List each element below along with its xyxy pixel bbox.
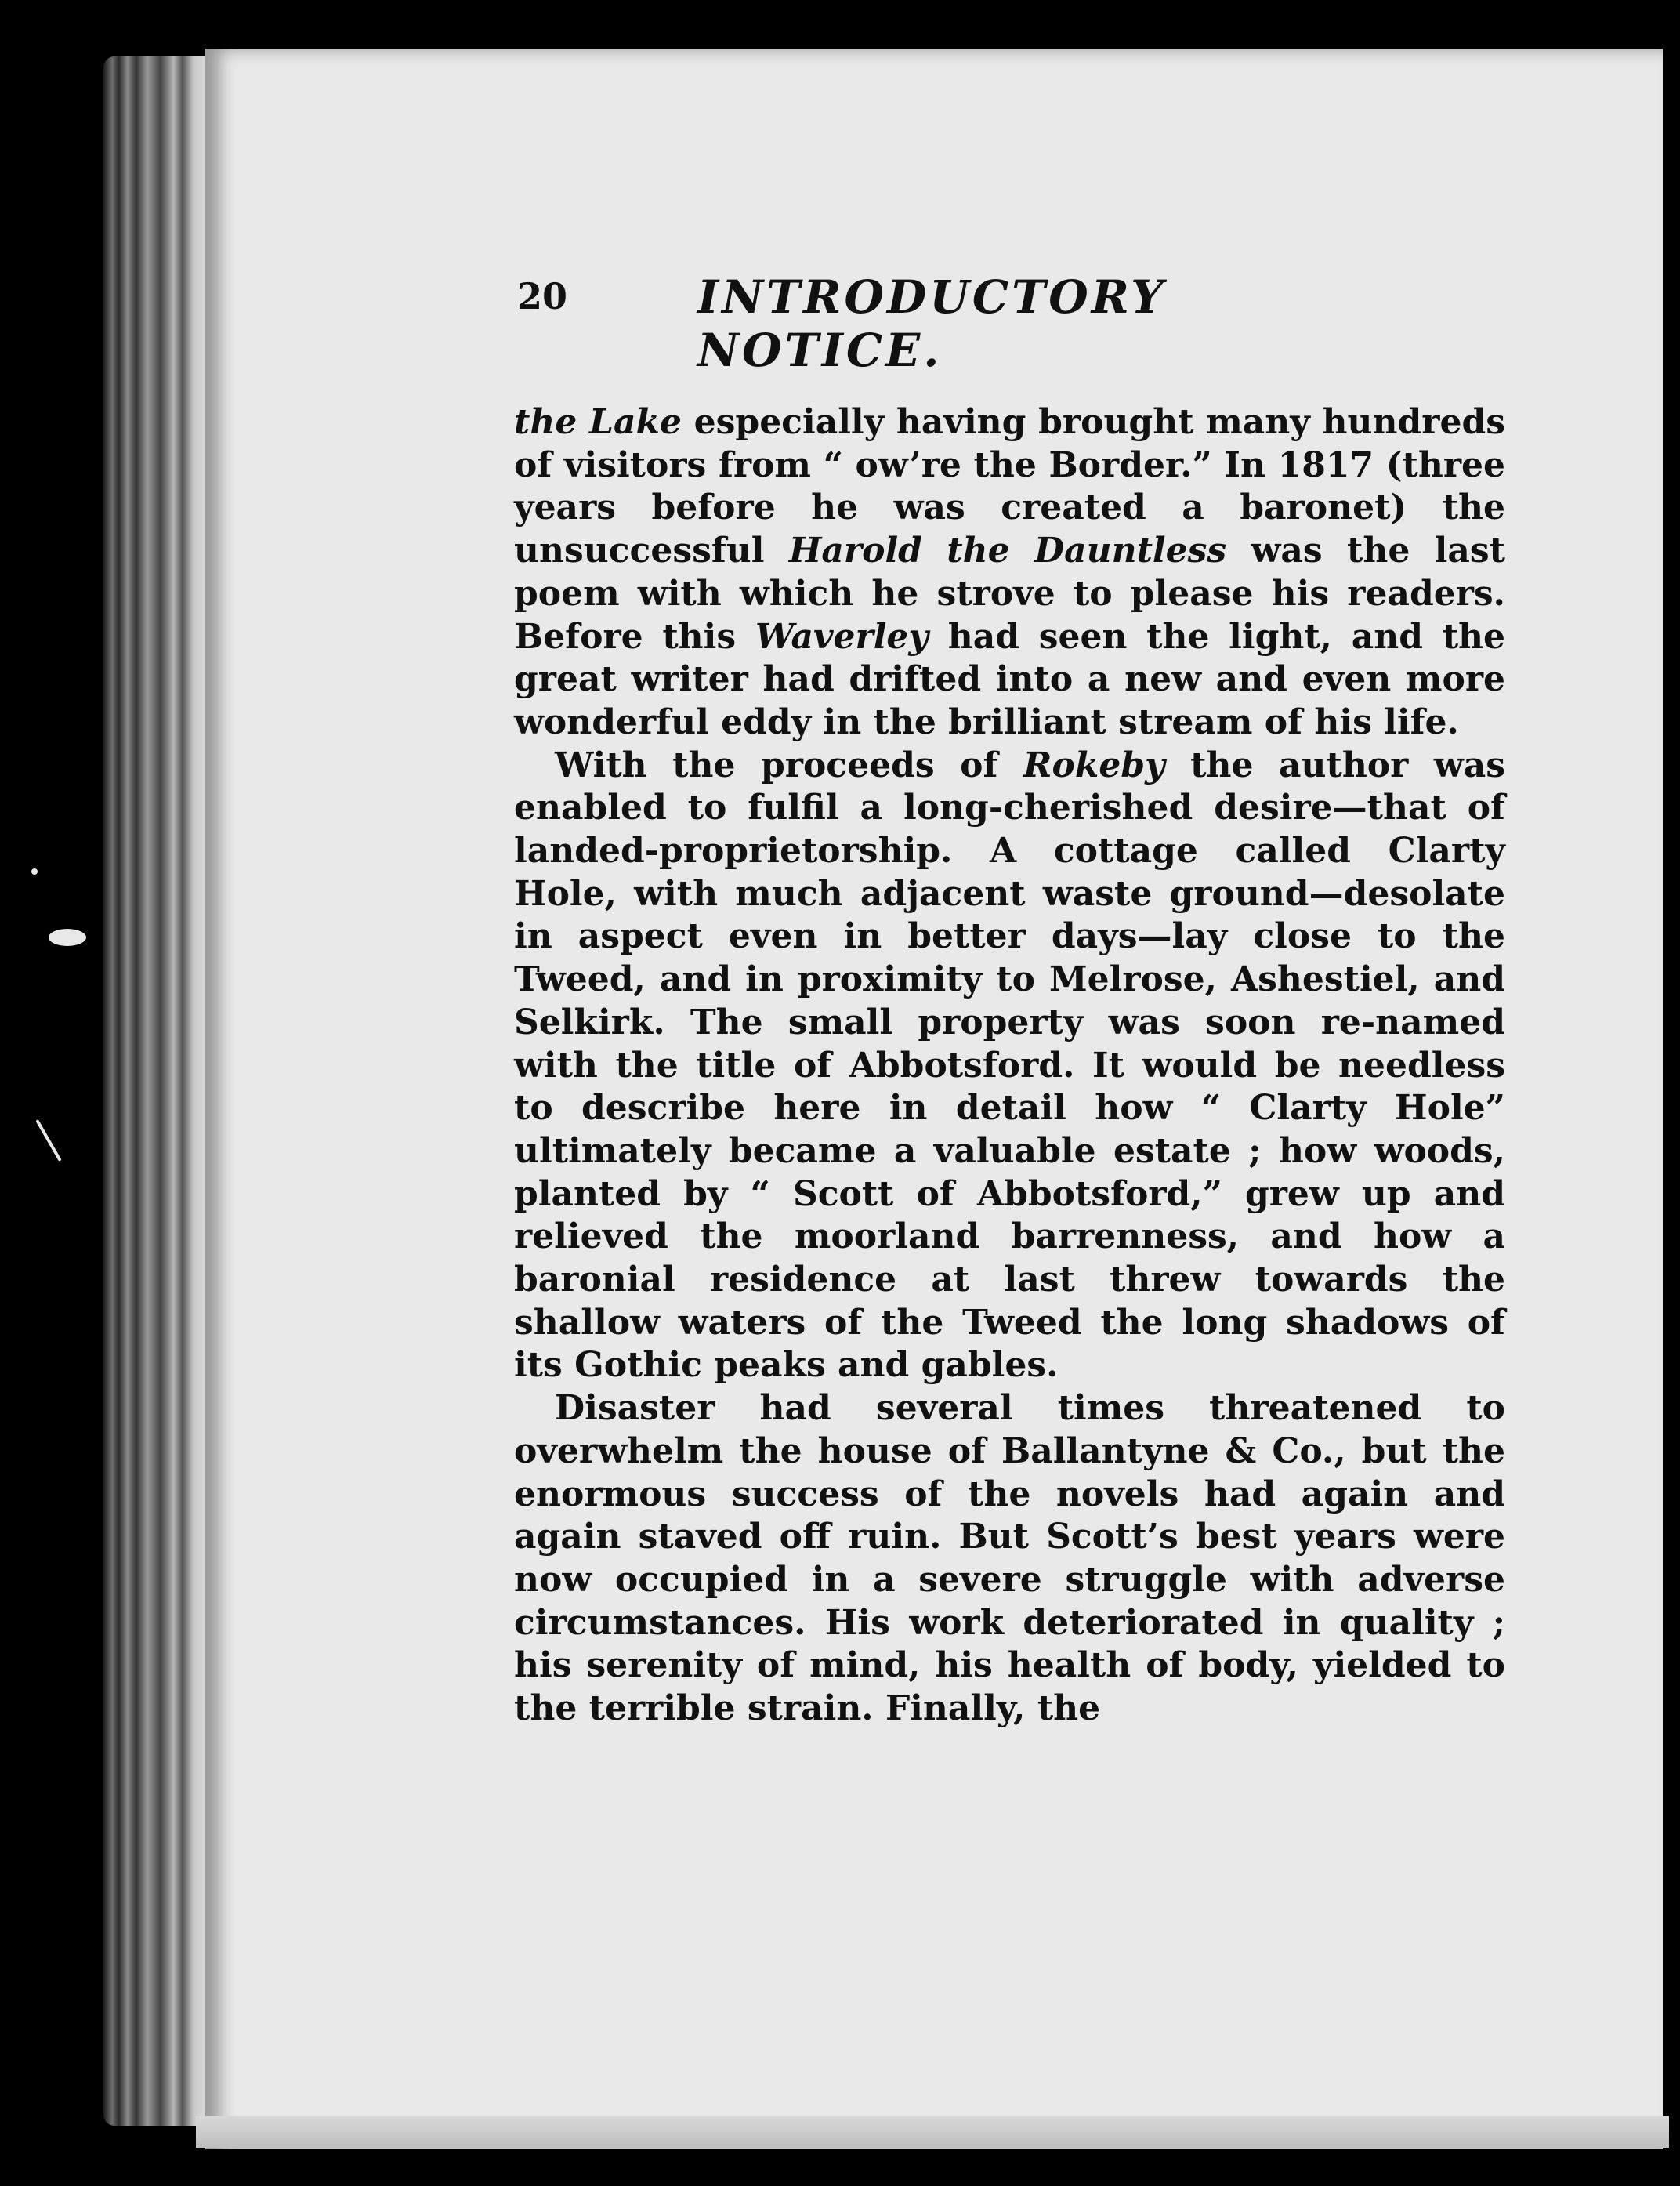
- background-speck: [49, 929, 86, 946]
- text-segment: the Lake: [514, 402, 682, 442]
- page-number: 20: [517, 275, 568, 317]
- page-header: [517, 270, 1363, 377]
- text-segment: Rokeby: [1023, 745, 1165, 785]
- book-binding: [103, 56, 213, 2126]
- page-edge: [196, 2116, 1669, 2148]
- paragraph-1: [514, 401, 1505, 745]
- text-segment: was the last poem with which he strove to please his readers. Before this: [514, 531, 1505, 657]
- text-segment: Waverley: [755, 616, 929, 657]
- text-segment: the author was enabled to fulfil a long-cherished desire—that of landed-proprietorship. A cottage called Clarty Hole, with much adjacent waste ground—desolate in aspect even in better days—lay close to the Tweed, and in proximity to Melrose, Ashestiel, and Selkirk. The small property was soon re-named with the title of Abbotsford. It would be needless to describe here in detail how “ Clarty Hole” ultimately became a valuable estate ; how woods, planted by “ Scott of Abbotsford,” grew up and relieved the moorland barrenness, and how a baronial residence at last threw towards the shallow waters of the Tweed the long shadows of its Gothic peaks and gables.: [514, 745, 1506, 1386]
- background-speck: [35, 1119, 61, 1162]
- background-speck: [31, 868, 38, 875]
- text-segment: Harold the Dauntless: [788, 531, 1227, 571]
- body-text: [514, 401, 1505, 1731]
- running-title: INTRODUCTORY NOTICE.: [697, 270, 1167, 377]
- text-segment: Disaster had several times threatened to overwhelm the house of Ballantyne & Co., but the enormous success of the novels had again and again staved off ruin. But Scott’s best years were now occupied in a severe struggle with adverse circumstances. His work deteriorated in quality ; his serenity of mind, his health of body, yielded to the terrible strain. Finally, the: [514, 1388, 1505, 1729]
- text-segment: had seen the light, and the great writer had drifted into a new and even more wonderful eddy in the brilliant stream of his life.: [514, 616, 1506, 742]
- text-segment: especially having brought many hundreds of visitors from “ ow’re the Border.” In 1817 (three years before he was created a baronet) the unsuccessful: [514, 402, 1505, 571]
- text-segment: With the proceeds of: [555, 745, 1023, 785]
- paragraph-2: [514, 745, 1505, 1388]
- paragraph-3: [514, 1387, 1505, 1731]
